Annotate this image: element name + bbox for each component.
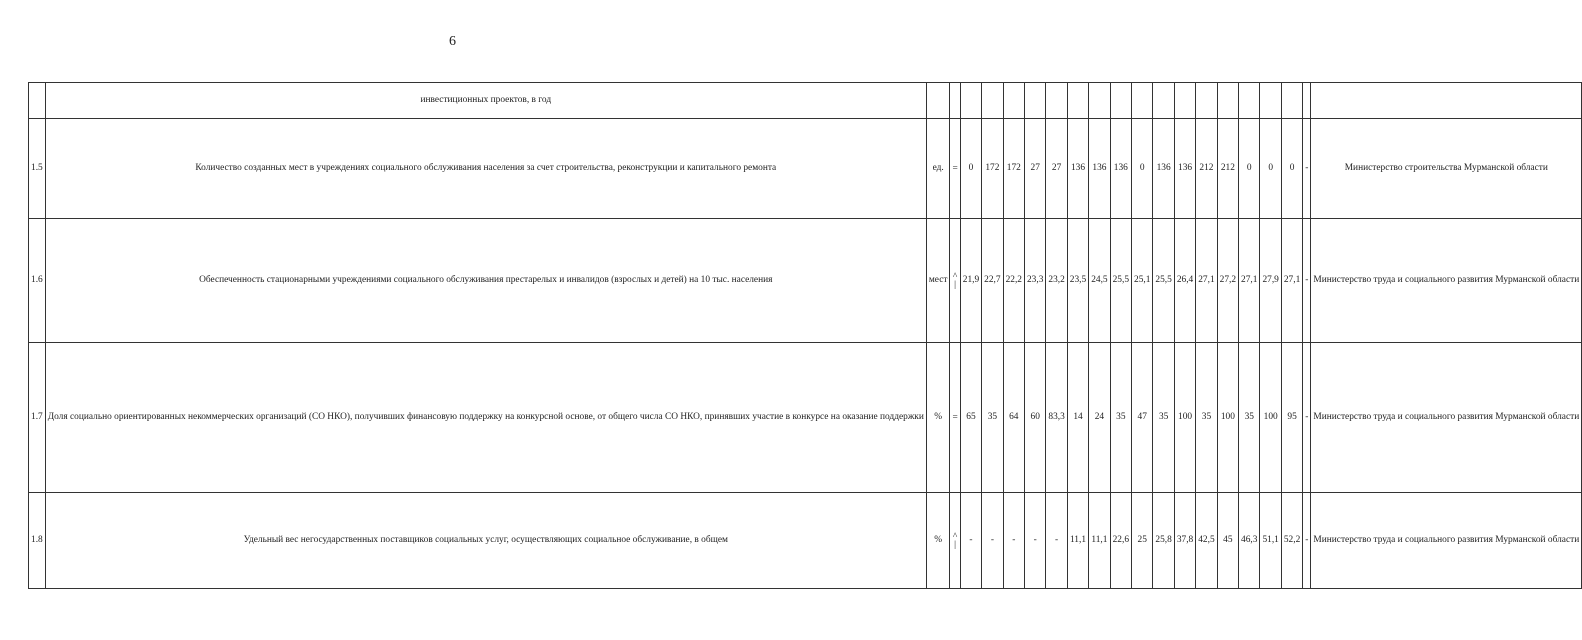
value-cell: 35 [1153, 343, 1174, 493]
value-cell: - [1024, 493, 1045, 589]
value-cell: - [1046, 493, 1067, 589]
trend-cell [950, 83, 960, 119]
table-row [29, 119, 1582, 219]
value-cell: 11,1 [1067, 493, 1088, 589]
indicator-description: Обеспеченность стационарными учреждениями социального обслуживания престарелых и инвалидов (взрослых и детей) на 10 тыс. населения [45, 219, 926, 343]
value-cell: 22,6 [1110, 493, 1131, 589]
value-cell: 25 [1132, 493, 1153, 589]
value-cell: 172 [1003, 119, 1024, 219]
indicators-table [28, 82, 1582, 589]
value-cell: 95 [1281, 343, 1302, 493]
trend-cell: ^ | [950, 219, 960, 343]
value-cell: 0 [1281, 119, 1302, 219]
value-cell [1067, 83, 1088, 119]
value-cell [1024, 83, 1045, 119]
unit-cell: мест [926, 219, 950, 343]
value-cell: 136 [1153, 119, 1174, 219]
value-cell: 23,2 [1046, 219, 1067, 343]
value-cell: 46,3 [1239, 493, 1260, 589]
value-cell: 136 [1110, 119, 1131, 219]
row-number: 1.8 [29, 493, 46, 589]
value-cell: 25,5 [1153, 219, 1174, 343]
value-cell: 37,8 [1174, 493, 1195, 589]
trend-cell: ^ | [950, 493, 960, 589]
value-cell: 64 [1003, 343, 1024, 493]
row-number: 1.7 [29, 343, 46, 493]
mark-cell: - [1303, 343, 1311, 493]
value-cell: 22,7 [982, 219, 1003, 343]
mark-cell: - [1303, 493, 1311, 589]
value-cell: 27,1 [1239, 219, 1260, 343]
value-cell [1003, 83, 1024, 119]
table-row [29, 343, 1582, 493]
unit-cell: % [926, 343, 950, 493]
responsible-cell: Министерство строительства Мурманской области [1311, 119, 1582, 219]
value-cell: 100 [1260, 343, 1281, 493]
value-cell: 27 [1046, 119, 1067, 219]
trend-cell: = [950, 119, 960, 219]
value-cell [1239, 83, 1260, 119]
value-cell: 136 [1067, 119, 1088, 219]
value-cell: 35 [982, 343, 1003, 493]
value-cell: 212 [1196, 119, 1217, 219]
value-cell: 25,5 [1110, 219, 1131, 343]
value-cell: 52,2 [1281, 493, 1302, 589]
value-cell: 22,2 [1003, 219, 1024, 343]
value-cell: 212 [1217, 119, 1238, 219]
value-cell: 0 [1260, 119, 1281, 219]
row-number: 1.6 [29, 219, 46, 343]
value-cell: 35 [1196, 343, 1217, 493]
unit-cell: ед. [926, 119, 950, 219]
value-cell [1281, 83, 1302, 119]
value-cell: 0 [960, 119, 981, 219]
value-cell [960, 83, 981, 119]
indicator-description: Доля социально ориентированных некоммерческих организаций (СО НКО), получивших финансовую поддержку на конкурсной основе, от общего числа СО НКО, принявших участие в конкурсе на оказание поддержки [45, 343, 926, 493]
responsible-cell: Министерство труда и социального развития Мурманской области [1311, 219, 1582, 343]
value-cell [1196, 83, 1217, 119]
value-cell: - [982, 493, 1003, 589]
value-cell: 83,3 [1046, 343, 1067, 493]
mark-cell [1303, 83, 1311, 119]
value-cell: 45 [1217, 493, 1238, 589]
value-cell: 42,5 [1196, 493, 1217, 589]
table-body [29, 83, 1582, 589]
page-number: 6 [449, 34, 456, 49]
value-cell: 172 [982, 119, 1003, 219]
value-cell: 0 [1239, 119, 1260, 219]
value-cell: 23,5 [1067, 219, 1088, 343]
indicator-description: Количество созданных мест в учреждениях социального обслуживания населения за счет строительства, реконструкции и капитального ремонта [45, 119, 926, 219]
value-cell: 14 [1067, 343, 1088, 493]
value-cell: 27 [1024, 119, 1045, 219]
value-cell: - [960, 493, 981, 589]
value-cell: 26,4 [1174, 219, 1195, 343]
mark-cell: - [1303, 219, 1311, 343]
unit-cell: % [926, 493, 950, 589]
value-cell: 27,9 [1260, 219, 1281, 343]
value-cell [1089, 83, 1110, 119]
value-cell: 100 [1174, 343, 1195, 493]
value-cell: 65 [960, 343, 981, 493]
indicator-description: инвестиционных проектов, в год [45, 83, 926, 119]
value-cell [1217, 83, 1238, 119]
value-cell: 24,5 [1089, 219, 1110, 343]
indicator-description: Удельный вес негосударственных поставщиков социальных услуг, осуществляющих социальное обслуживание, в общем [45, 493, 926, 589]
value-cell: 21,9 [960, 219, 981, 343]
value-cell: 23,3 [1024, 219, 1045, 343]
value-cell: 27,1 [1281, 219, 1302, 343]
value-cell: 25,8 [1153, 493, 1174, 589]
value-cell: 35 [1110, 343, 1131, 493]
value-cell: 136 [1089, 119, 1110, 219]
responsible-cell: Министерство труда и социального развития Мурманской области [1311, 343, 1582, 493]
value-cell: 27,1 [1196, 219, 1217, 343]
value-cell: 136 [1174, 119, 1195, 219]
value-cell [1132, 83, 1153, 119]
value-cell: 24 [1089, 343, 1110, 493]
value-cell [1110, 83, 1131, 119]
row-number: 1.5 [29, 119, 46, 219]
value-cell: 11,1 [1089, 493, 1110, 589]
table-row [29, 219, 1582, 343]
mark-cell: - [1303, 119, 1311, 219]
value-cell: 35 [1239, 343, 1260, 493]
responsible-cell: Министерство труда и социального развития Мурманской области [1311, 493, 1582, 589]
table-row [29, 83, 1582, 119]
unit-cell [926, 83, 950, 119]
value-cell [1046, 83, 1067, 119]
table-row [29, 493, 1582, 589]
value-cell [1153, 83, 1174, 119]
value-cell: 0 [1132, 119, 1153, 219]
value-cell: 27,2 [1217, 219, 1238, 343]
value-cell: 51,1 [1260, 493, 1281, 589]
value-cell: - [1003, 493, 1024, 589]
row-number [29, 83, 46, 119]
value-cell [1260, 83, 1281, 119]
value-cell: 25,1 [1132, 219, 1153, 343]
value-cell [1174, 83, 1195, 119]
value-cell: 60 [1024, 343, 1045, 493]
value-cell: 100 [1217, 343, 1238, 493]
trend-cell: = [950, 343, 960, 493]
value-cell: 47 [1132, 343, 1153, 493]
responsible-cell [1311, 83, 1582, 119]
value-cell [982, 83, 1003, 119]
